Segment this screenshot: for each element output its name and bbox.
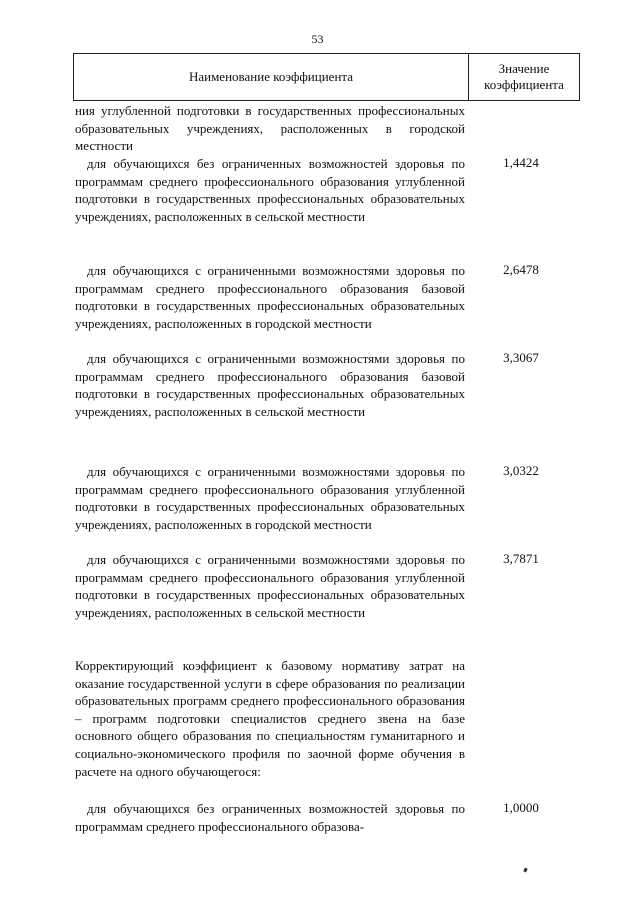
coefficient-name-header: Наименование коэффициента (188, 69, 354, 84)
entry-text: для обучающихся с ограниченными возможностями здоровья по программам среднего профессионального образования базовой подготовки в государственных профессиональных образовательных учреждениях, расположенных в городской местности (75, 263, 465, 331)
section-heading: Корректирующий коэффициент к базовому нормативу затрат на оказание государственной услуги в сфере образования по реализации образовательных программ среднего профессионального образования – программ подготовки специалистов среднего звена на базе основного общего образования по специальностям гуманитарного и социально-экономического профиля по заочной форме обучения в расчете на одного обучающегося: (75, 658, 465, 779)
continuation-text: ния углубленной подготовки в государственных профессиональных образовательных учреждениях, расположенных в городской местности (75, 103, 465, 154)
table-header (73, 53, 580, 101)
coefficient-entry-3 (75, 350, 465, 420)
page-number: 53 (311, 32, 324, 46)
entry-text: для обучающихся с ограниченными возможностями здоровья по программам среднего профессионального образования базовой подготовки в государственных профессиональных образовательных учреждениях, расположенных в сельской местности (75, 351, 465, 419)
entry-text: для обучающихся с ограниченными возможностями здоровья по программам среднего профессионального образования углубленной подготовки в государственных профессиональных образовательных учреждениях, расположенных в сельской местности (75, 552, 465, 620)
entry-text: для обучающихся без ограниченных возможностей здоровья по программам среднего профессионального образова- (75, 801, 465, 834)
coefficient-entry-5 (75, 551, 465, 621)
entry-text: для обучающихся с ограниченными возможностями здоровья по программам среднего профессионального образования углубленной подготовки в государственных профессиональных образовательных учреждениях, расположенных в городской местности (75, 464, 465, 532)
scan-speck (523, 868, 527, 873)
coefficient-value-1: 1,4424 (503, 155, 539, 170)
coefficient-entry-6 (75, 800, 465, 835)
coefficient-value-header: Значение коэффициента (484, 61, 564, 92)
coefficient-value-3: 3,3067 (503, 350, 539, 365)
entry-text: для обучающихся без ограниченных возможностей здоровья по программам среднего профессионального образования углубленной подготовки в государственных профессиональных образовательных учреждениях, расположенных в сельской местности (75, 156, 465, 224)
coefficient-value-4: 3,0322 (503, 463, 539, 478)
coefficient-entry-1 (75, 155, 465, 225)
coefficient-value-6: 1,0000 (503, 800, 539, 815)
coefficient-entry-4 (75, 463, 465, 533)
coefficient-value-2: 2,6478 (503, 262, 539, 277)
coefficient-entry-2 (75, 262, 465, 332)
coefficient-value-5: 3,7871 (503, 551, 539, 566)
